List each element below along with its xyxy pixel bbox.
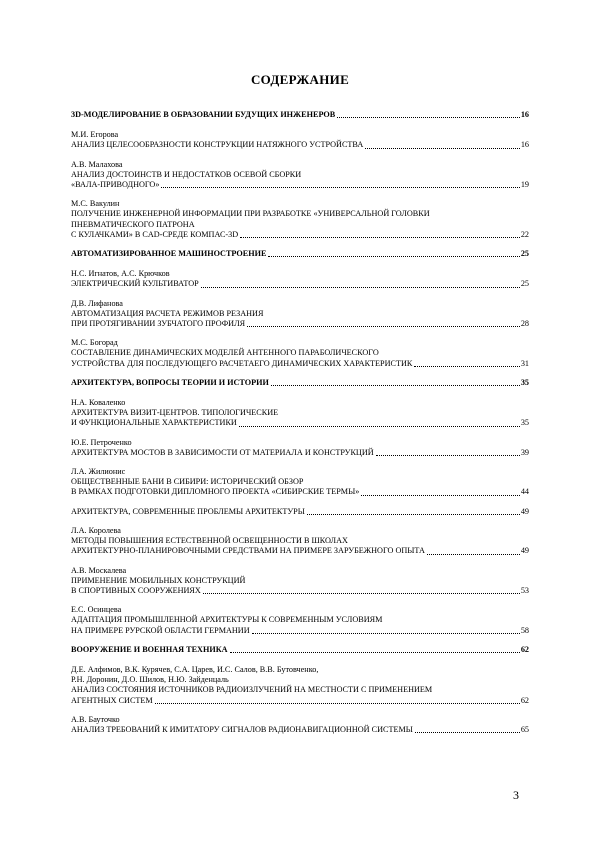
entry-authors: Л.А. Жилионис bbox=[71, 467, 126, 477]
entry-authors: М.И. Егорова bbox=[71, 130, 119, 140]
entry-page: 25 bbox=[520, 279, 529, 289]
entry-authors: Ю.Е. Петроченко bbox=[71, 437, 132, 447]
section-heading[interactable] bbox=[71, 110, 529, 120]
toc-entry[interactable] bbox=[71, 507, 529, 517]
entry-title-last bbox=[71, 626, 529, 636]
dot-leader bbox=[268, 255, 519, 257]
entry-title-line: ПОЛУЧЕНИЕ ИНЖЕНЕРНОЙ ИНФОРМАЦИИ ПРИ РАЗРАБОТКЕ «УНИВЕРСАЛЬНОЙ ГОЛОВКИ bbox=[71, 209, 430, 219]
page-number: 3 bbox=[513, 788, 519, 802]
toc-entry[interactable] bbox=[71, 199, 529, 240]
entry-authors: М.С. Богорад bbox=[71, 338, 118, 348]
section-page: 35 bbox=[520, 377, 529, 387]
entry-title-last bbox=[71, 507, 529, 517]
page-title: СОДЕРЖАНИЕ bbox=[250, 72, 350, 87]
entry-title-line: АНАЛИЗ ТРЕБОВАНИЙ К ИМИТАТОРУ СИГНАЛОВ РАДИОНАВИГАЦИОННОЙ СИСТЕМЫ bbox=[71, 724, 413, 734]
entry-title-line: ПРИМЕНЕНИЕ МОБИЛЬНЫХ КОНСТРУКЦИЙ bbox=[71, 575, 246, 585]
entry-page: 22 bbox=[520, 229, 529, 239]
entry-authors: М.С. Вакулин bbox=[71, 199, 120, 209]
section-title: АВТОМАТИЗИРОВАННОЕ МАШИНОСТРОЕНИЕ bbox=[71, 249, 267, 259]
toc-entry[interactable] bbox=[71, 438, 529, 458]
entry-title-line: И ФУНКЦИОНАЛЬНЫЕ ХАРАКТЕРИСТИКИ bbox=[71, 418, 237, 428]
dot-leader bbox=[415, 731, 520, 733]
entry-authors: А.В. Москалева bbox=[71, 565, 127, 575]
dot-leader bbox=[201, 286, 520, 288]
entry-title-line: АРХИТЕКТУРА, СОВРЕМЕННЫЕ ПРОБЛЕМЫ АРХИТЕКТУРЫ bbox=[71, 506, 305, 516]
entry-title-line: «ВАЛА-ПРИВОДНОГО» bbox=[71, 180, 160, 190]
entry-authors: Н.С. Игнатов, А.С. Крючков bbox=[71, 269, 170, 279]
toc-entry[interactable] bbox=[71, 160, 529, 191]
entry-title-last bbox=[71, 725, 529, 735]
entry-authors: А.В. Малахова bbox=[71, 159, 123, 169]
entry-title-last bbox=[71, 319, 529, 329]
entry-title-line: АРХИТЕКТУРА МОСТОВ В ЗАВИСИМОСТИ ОТ МАТЕРИАЛА И КОНСТРУКЦИЙ bbox=[71, 447, 374, 457]
dot-leader bbox=[230, 651, 520, 653]
dot-leader bbox=[239, 425, 520, 427]
dot-leader bbox=[307, 513, 520, 515]
entry-title-line: АВТОМАТИЗАЦИЯ РАСЧЕТА РЕЖИМОВ РЕЗАНИЯ bbox=[71, 308, 264, 318]
toc-entry[interactable] bbox=[71, 605, 529, 636]
toc-entry[interactable] bbox=[71, 398, 529, 429]
dot-leader bbox=[247, 325, 520, 327]
entry-title-line: АДАПТАЦИЯ ПРОМЫШЛЕННОЙ АРХИТЕКТУРЫ К СОВРЕМЕННЫМ УСЛОВИЯМ bbox=[71, 615, 383, 625]
toc-entry[interactable] bbox=[71, 467, 529, 498]
entry-title-last bbox=[71, 586, 529, 596]
entry-page: 58 bbox=[520, 625, 529, 635]
entry-title-last bbox=[71, 279, 529, 289]
entry-title-line: АРХИТЕКТУРНО-ПЛАНИРОВОЧНЫМИ СРЕДСТВАМИ НА ПРИМЕРЕ ЗАРУБЕЖНОГО ОПЫТА bbox=[71, 546, 425, 556]
entry-authors: Д.Е. Алфимов, В.К. Курячев, С.А. Царев, И.С. Салов, В.В. Бутовченко, Р.Н. Доронин, Д.О. Шилов, Н.Ю. Зайденцаль bbox=[71, 664, 319, 685]
entry-title-last bbox=[71, 418, 529, 428]
toc-entry[interactable] bbox=[71, 338, 529, 369]
entry-page: 35 bbox=[520, 418, 529, 428]
toc-entry[interactable] bbox=[71, 566, 529, 597]
entry-title-last bbox=[71, 180, 529, 190]
toc-entry[interactable] bbox=[71, 130, 529, 150]
toc-entry[interactable] bbox=[71, 526, 529, 557]
dot-leader bbox=[414, 365, 519, 367]
entry-title-line: ОБЩЕСТВЕННЫЕ БАНИ В СИБИРИ: ИСТОРИЧЕСКИЙ ОБЗОР bbox=[71, 477, 304, 487]
entry-title-last bbox=[71, 546, 529, 556]
entry-title-line: АНАЛИЗ ЦЕЛЕСООБРАЗНОСТИ КОНСТРУКЦИИ НАТЯЖНОГО УСТРОЙСТВА bbox=[71, 140, 364, 150]
entry-authors: Н.А. Коваленко bbox=[71, 398, 126, 408]
toc-entry[interactable] bbox=[71, 269, 529, 289]
dot-leader bbox=[376, 454, 520, 456]
entry-authors: Е.С. Осинцева bbox=[71, 605, 122, 615]
entry-page: 49 bbox=[520, 546, 529, 556]
section-title: 3D-МОДЕЛИРОВАНИЕ В ОБРАЗОВАНИИ БУДУЩИХ ИНЖЕНЕРОВ bbox=[71, 110, 336, 119]
dot-leader bbox=[161, 186, 519, 188]
entry-page: 39 bbox=[520, 447, 529, 457]
dot-leader bbox=[203, 592, 520, 594]
entry-page: 49 bbox=[520, 506, 529, 516]
entry-title-line: АГЕНТНЫХ СИСТЕМ bbox=[71, 695, 153, 705]
section-heading[interactable] bbox=[71, 645, 529, 655]
entry-authors: А.В. Бауточко bbox=[71, 714, 120, 724]
toc-entry[interactable] bbox=[71, 715, 529, 735]
entry-page: 62 bbox=[520, 695, 529, 705]
section-title: АРХИТЕКТУРА, ВОПРОСЫ ТЕОРИИ И ИСТОРИИ bbox=[71, 377, 269, 387]
entry-page: 65 bbox=[520, 724, 529, 734]
section-page: 16 bbox=[520, 110, 529, 119]
entry-title-line: МЕТОДЫ ПОВЫШЕНИЯ ЕСТЕСТВЕННОЙ ОСВЕЩЕННОСТИ В ШКОЛАХ bbox=[71, 536, 348, 546]
entry-page: 16 bbox=[520, 140, 529, 150]
entry-title-line: В СПОРТИВНЫХ СООРУЖЕНИЯХ bbox=[71, 585, 201, 595]
entry-title-last bbox=[71, 448, 529, 458]
section-page: 25 bbox=[520, 249, 529, 259]
dot-leader bbox=[155, 702, 520, 704]
entry-title-line: УСТРОЙСТВА ДЛЯ ПОСЛЕДУЮЩЕГО РАСЧЕТАЕГО ДИНАМИЧЕСКИХ ХАРАКТЕРИСТИК bbox=[71, 358, 413, 368]
entry-title-last bbox=[71, 140, 529, 150]
dot-leader bbox=[427, 553, 520, 555]
entry-title-last bbox=[71, 230, 529, 240]
entry-authors: Л.А. Королева bbox=[71, 525, 121, 535]
table-of-contents bbox=[71, 110, 529, 744]
entry-title-line: С КУЛАЧКАМИ» В CAD-СРЕДЕ КОМПАС-3D bbox=[71, 229, 239, 239]
entry-title-line: ПРИ ПРОТЯГИВАНИИ ЗУБЧАТОГО ПРОФИЛЯ bbox=[71, 319, 246, 329]
toc-entry[interactable] bbox=[71, 299, 529, 330]
dot-leader bbox=[361, 494, 519, 496]
entry-page: 31 bbox=[520, 358, 529, 368]
entry-title-last bbox=[71, 359, 529, 369]
entry-page: 19 bbox=[520, 180, 529, 190]
dot-leader bbox=[240, 236, 520, 238]
entry-authors: Д.В. Лифанова bbox=[71, 298, 123, 308]
entry-title-line: В РАМКАХ ПОДГОТОВКИ ДИПЛОМНОГО ПРОЕКТА «СИБИРСКИЕ ТЕРМЫ» bbox=[71, 487, 360, 497]
entry-title-last bbox=[71, 487, 529, 497]
entry-title-line: НА ПРИМЕРЕ РУРСКОЙ ОБЛАСТИ ГЕРМАНИИ bbox=[71, 625, 250, 635]
section-title: ВООРУЖЕНИЕ И ВОЕННАЯ ТЕХНИКА bbox=[71, 644, 228, 654]
entry-page: 53 bbox=[520, 585, 529, 595]
section-heading[interactable] bbox=[71, 249, 529, 259]
entry-page: 44 bbox=[520, 487, 529, 497]
section-heading[interactable] bbox=[71, 378, 529, 388]
dot-leader bbox=[271, 384, 520, 386]
entry-title-line: АНАЛИЗ СОСТОЯНИЯ ИСТОЧНИКОВ РАДИОИЗЛУЧЕНИЙ НА МЕСТНОСТИ С ПРИМЕНЕНИЕМ bbox=[71, 685, 433, 695]
entry-title-line: ПНЕВМАТИЧЕСКОГО ПАТРОНА bbox=[71, 219, 195, 229]
entry-title-last bbox=[71, 696, 529, 706]
toc-entry[interactable] bbox=[71, 665, 529, 706]
entry-title-line: АНАЛИЗ ДОСТОИНСТВ И НЕДОСТАТКОВ ОСЕВОЙ СБОРКИ bbox=[71, 169, 302, 179]
entry-title-line: СОСТАВЛЕНИЕ ДИНАМИЧЕСКИХ МОДЕЛЕЙ АНТЕННОГО ПАРАБОЛИЧЕСКОГО bbox=[71, 348, 379, 358]
dot-leader bbox=[337, 116, 520, 118]
dot-leader bbox=[252, 632, 520, 634]
section-page: 62 bbox=[520, 644, 529, 654]
entry-title-line: ЭЛЕКТРИЧЕСКИЙ КУЛЬТИВАТОР bbox=[71, 279, 199, 289]
dot-leader bbox=[365, 147, 520, 149]
entry-page: 28 bbox=[520, 319, 529, 329]
entry-title-line: АРХИТЕКТУРА ВИЗИТ-ЦЕНТРОВ. ТИПОЛОГИЧЕСКИЕ bbox=[71, 408, 279, 418]
